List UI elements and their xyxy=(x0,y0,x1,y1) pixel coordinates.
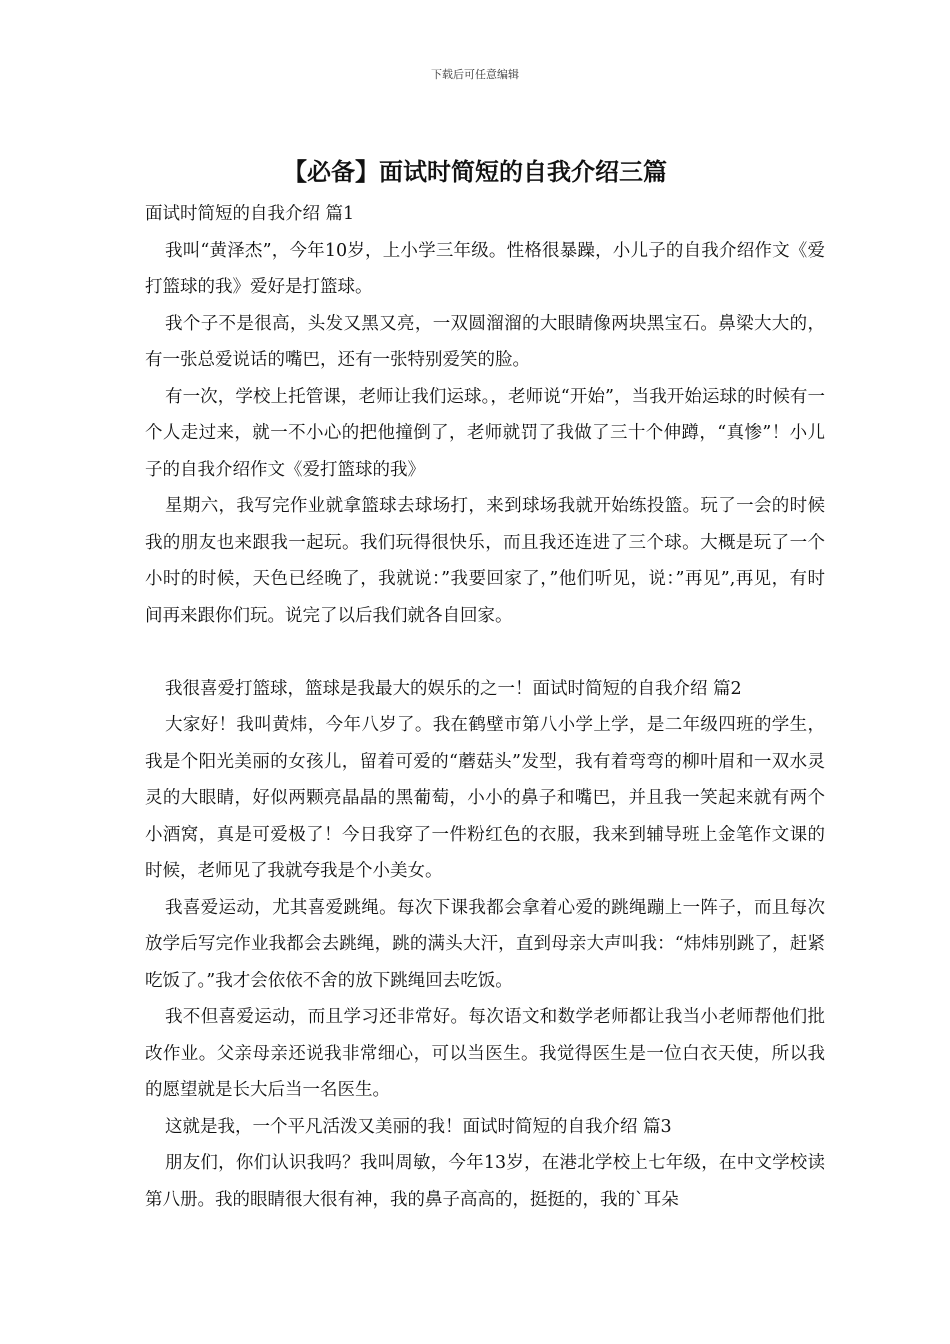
paragraph-spacer xyxy=(145,634,825,671)
paragraph: 我很喜爱打篮球，篮球是我最大的娱乐的之一！面试时简短的自我介绍 篇2 xyxy=(165,678,742,699)
paragraph: 朋友们，你们认识我吗？我叫周敏，今年13岁，在港北学校上七年级，在中文学校读第八册。我的眼睛很大很有神，我的鼻子高高的，挺挺的，我的`耳朵 xyxy=(145,1153,825,1210)
document-body xyxy=(145,196,825,1218)
page-title: 【必备】面试时简短的自我介绍三篇 xyxy=(283,158,667,186)
paragraph: 我个子不是很高，头发又黑又亮，一双圆溜溜的大眼睛像两块黑宝石。鼻梁大大的，有一张总爱说话的嘴巴，还有一张特别爱笑的脸。 xyxy=(145,313,825,370)
paragraph: 我叫“黄泽杰”，今年10岁，上小学三年级。性格很暴躁，小儿子的自我介绍作文《爱打篮球的我》爱好是打篮球。 xyxy=(145,240,825,297)
paragraph: 我喜爱运动，尤其喜爱跳绳。每次下课我都会拿着心爱的跳绳蹦上一阵子，而且每次放学后写完作业我都会去跳绳，跳的满头大汗，直到母亲大声叫我：“炜炜别跳了，赶紧吃饭了。”我才会依依不舍的放下跳绳回去吃饭。 xyxy=(145,897,825,991)
paragraph: 大家好！我叫黄炜，今年八岁了。我在鹤壁市第八小学上学，是二年级四班的学生，我是个阳光美丽的女孩儿，留着可爱的“蘑菇头”发型，我有着弯弯的柳叶眉和一双水灵灵的大眼睛，好似两颗亮晶晶的黑葡萄，小小的鼻子和嘴巴，并且我一笑起来就有两个小酒窝，真是可爱极了！今日我穿了一件粉红色的衣服，我来到辅导班上金笔作文课的时候，老师见了我就夸我是个小美女。 xyxy=(145,715,825,881)
paragraph: 这就是我，一个平凡活泼又美丽的我！面试时简短的自我介绍 篇3 xyxy=(165,1116,672,1137)
paragraph: 星期六，我写完作业就拿篮球去球场打，来到球场我就开始练投篮。玩了一会的时候我的朋友也来跟我一起玩。我们玩得很快乐，而且我还连进了三个球。大概是玩了一个小时的时候，天色已经晚了，我就说：”我要回家了，”他们听见，说：”再见”,再见，有时间再来跟你们玩。说完了以后我们就各自回家。 xyxy=(145,496,825,626)
header-note: 下载后可任意编辑 xyxy=(431,68,519,81)
section-heading-1: 面试时简短的自我介绍 篇1 xyxy=(145,204,355,224)
paragraph: 我不但喜爱运动，而且学习还非常好。每次语文和数学老师都让我当小老师帮他们批改作业。父亲母亲还说我非常细心，可以当医生。我觉得医生是一位白衣天使，所以我的愿望就是长大后当一名医生。 xyxy=(145,1007,825,1100)
paragraph: 有一次，学校上托管课，老师让我们运球。，老师说“开始”，当我开始运球的时候有一个人走过来，就一不小心的把他撞倒了，老师就罚了我做了三十个伸蹲，“真惨”！小儿子的自我介绍作文《爱打篮球的我》 xyxy=(145,386,825,480)
